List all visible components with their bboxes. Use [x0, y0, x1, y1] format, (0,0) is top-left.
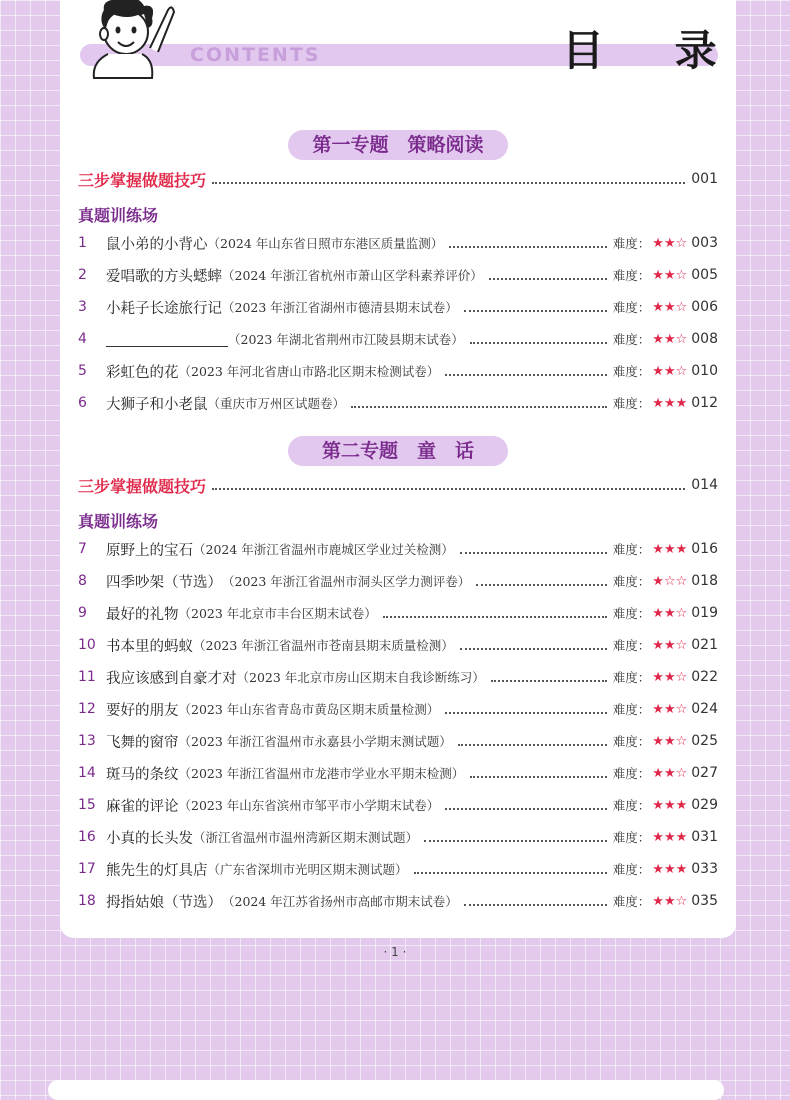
entry-title: 要好的朋友 — [106, 702, 179, 719]
section-2-technique-row[interactable] — [78, 470, 718, 500]
entry-number: 3 — [78, 299, 87, 315]
next-page-edge — [48, 1080, 724, 1100]
entry-source: （重庆市万州区试题卷） — [207, 396, 346, 411]
difficulty-label: 难度： — [612, 894, 651, 909]
entry-title: 麻雀的评论 — [106, 798, 179, 815]
entry-number: 9 — [78, 605, 87, 621]
dot-leader — [489, 278, 607, 280]
entry-title: 拇指姑娘（节选） — [106, 894, 222, 911]
difficulty-stars: ★★☆ — [652, 235, 688, 251]
difficulty-stars: ★★☆ — [652, 299, 688, 315]
page-number-footer: · 1 · — [383, 945, 407, 959]
section-1-practice-label: 真题训练场 — [78, 206, 159, 225]
entry-title: 大狮子和小老鼠 — [106, 396, 208, 413]
difficulty-stars: ★★☆ — [652, 669, 688, 685]
entry-source: （2023 年浙江省温州市苍南县期末质量检测） — [193, 638, 454, 653]
dot-leader — [424, 840, 607, 842]
page-number: 003 — [691, 235, 718, 251]
section-2-heading: 第二专题 童 话 — [288, 436, 508, 466]
technique-label: 三步掌握做题技巧 — [78, 170, 207, 190]
page-number: 001 — [691, 171, 718, 187]
entry-source: （2024 年浙江省温州市鹿城区学业过关检测） — [193, 542, 454, 557]
difficulty-label: 难度： — [612, 830, 651, 845]
dot-leader — [458, 744, 607, 746]
toc-entry[interactable] — [78, 662, 718, 692]
contents-label: CONTENTS — [190, 44, 321, 66]
dot-leader — [212, 488, 685, 490]
toc-entry[interactable] — [78, 694, 718, 724]
entry-number: 7 — [78, 541, 87, 557]
entry-title: 四季吵架（节选） — [106, 574, 222, 591]
page-number: 006 — [691, 299, 718, 315]
difficulty-stars: ★★☆ — [652, 733, 688, 749]
entry-number: 11 — [78, 669, 96, 685]
difficulty-label: 难度： — [612, 364, 651, 379]
toc-entry[interactable] — [78, 790, 718, 820]
difficulty-stars: ★★☆ — [652, 605, 688, 621]
entry-title: 爱唱歌的方头蟋蟀 — [106, 268, 222, 285]
dot-leader — [464, 310, 607, 312]
difficulty-stars: ★★☆ — [652, 331, 688, 347]
toc-entry[interactable] — [78, 726, 718, 756]
entry-source: （2024 年浙江省杭州市萧山区学科素养评价） — [222, 268, 483, 283]
entry-source: （浙江省温州市温州湾新区期末测试题） — [193, 830, 419, 845]
page-title: 目 录 — [562, 26, 745, 75]
section-1-heading: 第一专题 策略阅读 — [288, 130, 508, 160]
difficulty-label: 难度： — [612, 702, 651, 717]
dot-leader — [212, 182, 685, 184]
entry-title: 最好的礼物 — [106, 606, 179, 623]
difficulty-stars: ★★☆ — [652, 893, 688, 909]
dot-leader — [445, 808, 606, 810]
toc-entry[interactable] — [78, 598, 718, 628]
dot-leader — [449, 246, 606, 248]
dot-leader — [460, 552, 607, 554]
entry-title: 小耗子长途旅行记 — [106, 300, 222, 317]
page-number: 029 — [691, 797, 718, 813]
toc-entry[interactable] — [78, 822, 718, 852]
difficulty-stars: ★★★ — [652, 829, 688, 845]
page-number: 010 — [691, 363, 718, 379]
entry-source: （2024 年江苏省扬州市高邮市期末试卷） — [222, 894, 458, 909]
dot-leader — [445, 712, 606, 714]
difficulty-label: 难度： — [612, 300, 651, 315]
difficulty-stars: ★★☆ — [652, 637, 688, 653]
entry-source: （2023 年山东省滨州市邹平市小学期末试卷） — [178, 798, 440, 813]
toc-entry[interactable] — [78, 630, 718, 660]
dot-leader — [445, 374, 606, 376]
toc-entry[interactable] — [78, 292, 718, 322]
difficulty-stars: ★★★ — [652, 797, 688, 813]
entry-title: 斑马的条纹 — [106, 766, 179, 783]
entry-number: 15 — [78, 797, 96, 813]
entry-source: （2023 年北京市房山区期末自我诊断练习） — [236, 670, 485, 685]
entry-source: （2023 年北京市丰台区期末试卷） — [178, 606, 377, 621]
toc-entry[interactable] — [78, 758, 718, 788]
toc-entry[interactable] — [78, 260, 718, 290]
toc-entry[interactable] — [78, 356, 718, 386]
difficulty-stars: ★★★ — [652, 541, 688, 557]
page-number: 019 — [691, 605, 718, 621]
entry-title: 书本里的蚂蚁 — [106, 638, 193, 655]
difficulty-label: 难度： — [612, 542, 651, 557]
difficulty-stars: ★★☆ — [652, 701, 688, 717]
difficulty-stars: ★★☆ — [652, 267, 688, 283]
entry-number: 1 — [78, 235, 87, 251]
section-2-practice-label: 真题训练场 — [78, 512, 159, 531]
difficulty-stars: ★★★ — [652, 861, 688, 877]
entry-source: （2023 年浙江省湖州市德清县期末试卷） — [222, 300, 458, 315]
page-number: 018 — [691, 573, 718, 589]
difficulty-label: 难度： — [612, 332, 651, 347]
page-number: 016 — [691, 541, 718, 557]
entry-number: 8 — [78, 573, 87, 589]
entry-number: 5 — [78, 363, 87, 379]
section-1-technique-row[interactable] — [78, 164, 718, 194]
entry-title: 熊先生的灯具店 — [106, 862, 208, 879]
dot-leader — [470, 776, 606, 778]
difficulty-stars: ★★☆ — [652, 765, 688, 781]
page-number: 005 — [691, 267, 718, 283]
page-number: 024 — [691, 701, 718, 717]
difficulty-label: 难度： — [612, 670, 651, 685]
difficulty-stars: ★★★ — [652, 395, 688, 411]
page-number: 033 — [691, 861, 718, 877]
entry-source: （2023 年浙江省温州市永嘉县小学期末测试题） — [178, 734, 452, 749]
difficulty-label: 难度： — [612, 268, 651, 283]
page-number: 027 — [691, 765, 718, 781]
entry-source: （2023 年湖北省荆州市江陵县期末试卷） — [228, 332, 464, 347]
page-number: 012 — [691, 395, 718, 411]
page-number: 008 — [691, 331, 718, 347]
entry-source: （广东省深圳市光明区期末测试题） — [207, 862, 408, 877]
page-number: 031 — [691, 829, 718, 845]
entry-number: 18 — [78, 893, 96, 909]
toc-entry[interactable] — [78, 534, 718, 564]
entry-source: （2023 年浙江省温州市龙港市学业水平期末检测） — [178, 766, 465, 781]
dot-leader — [470, 342, 607, 344]
dot-leader — [383, 616, 607, 618]
entry-number: 14 — [78, 765, 96, 781]
difficulty-label: 难度： — [612, 862, 651, 877]
entry-title: 我应该感到自豪才对 — [106, 670, 237, 687]
difficulty-stars: ★☆☆ — [652, 573, 688, 589]
page-number: 035 — [691, 893, 718, 909]
difficulty-label: 难度： — [612, 798, 651, 813]
entry-source: （2023 年河北省唐山市路北区期末检测试卷） — [178, 364, 440, 379]
difficulty-label: 难度： — [612, 766, 651, 781]
difficulty-label: 难度： — [612, 396, 651, 411]
entry-number: 13 — [78, 733, 96, 749]
entry-title: 小真的长头发 — [106, 830, 193, 847]
entry-number: 16 — [78, 829, 96, 845]
entry-title: 鼠小弟的小背心 — [106, 236, 208, 253]
toc-entry[interactable] — [78, 228, 718, 258]
difficulty-label: 难度： — [612, 236, 651, 251]
toc-entry[interactable] — [78, 388, 718, 418]
dot-leader — [464, 904, 607, 906]
toc-entry[interactable] — [78, 854, 718, 884]
difficulty-label: 难度： — [612, 574, 651, 589]
difficulty-label: 难度： — [612, 638, 651, 653]
entry-number: 10 — [78, 637, 96, 653]
boy-mascot-icon — [82, 0, 182, 80]
dot-leader — [351, 406, 607, 408]
dot-leader — [414, 872, 607, 874]
entry-number: 12 — [78, 701, 96, 717]
difficulty-label: 难度： — [612, 606, 651, 621]
toc-entry[interactable] — [78, 566, 718, 596]
page-number: 022 — [691, 669, 718, 685]
entry-source: （2024 年山东省日照市东港区质量监测） — [207, 236, 444, 251]
difficulty-stars: ★★☆ — [652, 363, 688, 379]
dot-leader — [491, 680, 607, 682]
entry-source: （2023 年浙江省温州市洞头区学力测评卷） — [222, 574, 471, 589]
toc-entry[interactable] — [78, 886, 718, 916]
entry-title: 飞舞的窗帘 — [106, 734, 179, 751]
dot-leader — [460, 648, 607, 650]
entry-number: 2 — [78, 267, 87, 283]
entry-title: 彩虹色的花 — [106, 364, 179, 381]
entry-number: 6 — [78, 395, 87, 411]
page-number: 021 — [691, 637, 718, 653]
page-number: 014 — [691, 477, 718, 493]
page-number: 025 — [691, 733, 718, 749]
dot-leader — [476, 584, 606, 586]
entry-number: 17 — [78, 861, 96, 877]
title-blank-line — [106, 332, 228, 347]
toc-entry[interactable] — [78, 324, 718, 354]
entry-title: 原野上的宝石 — [106, 542, 193, 559]
technique-label: 三步掌握做题技巧 — [78, 476, 207, 496]
difficulty-label: 难度： — [612, 734, 651, 749]
entry-number: 4 — [78, 331, 87, 347]
entry-source: （2023 年山东省青岛市黄岛区期末质量检测） — [178, 702, 440, 717]
